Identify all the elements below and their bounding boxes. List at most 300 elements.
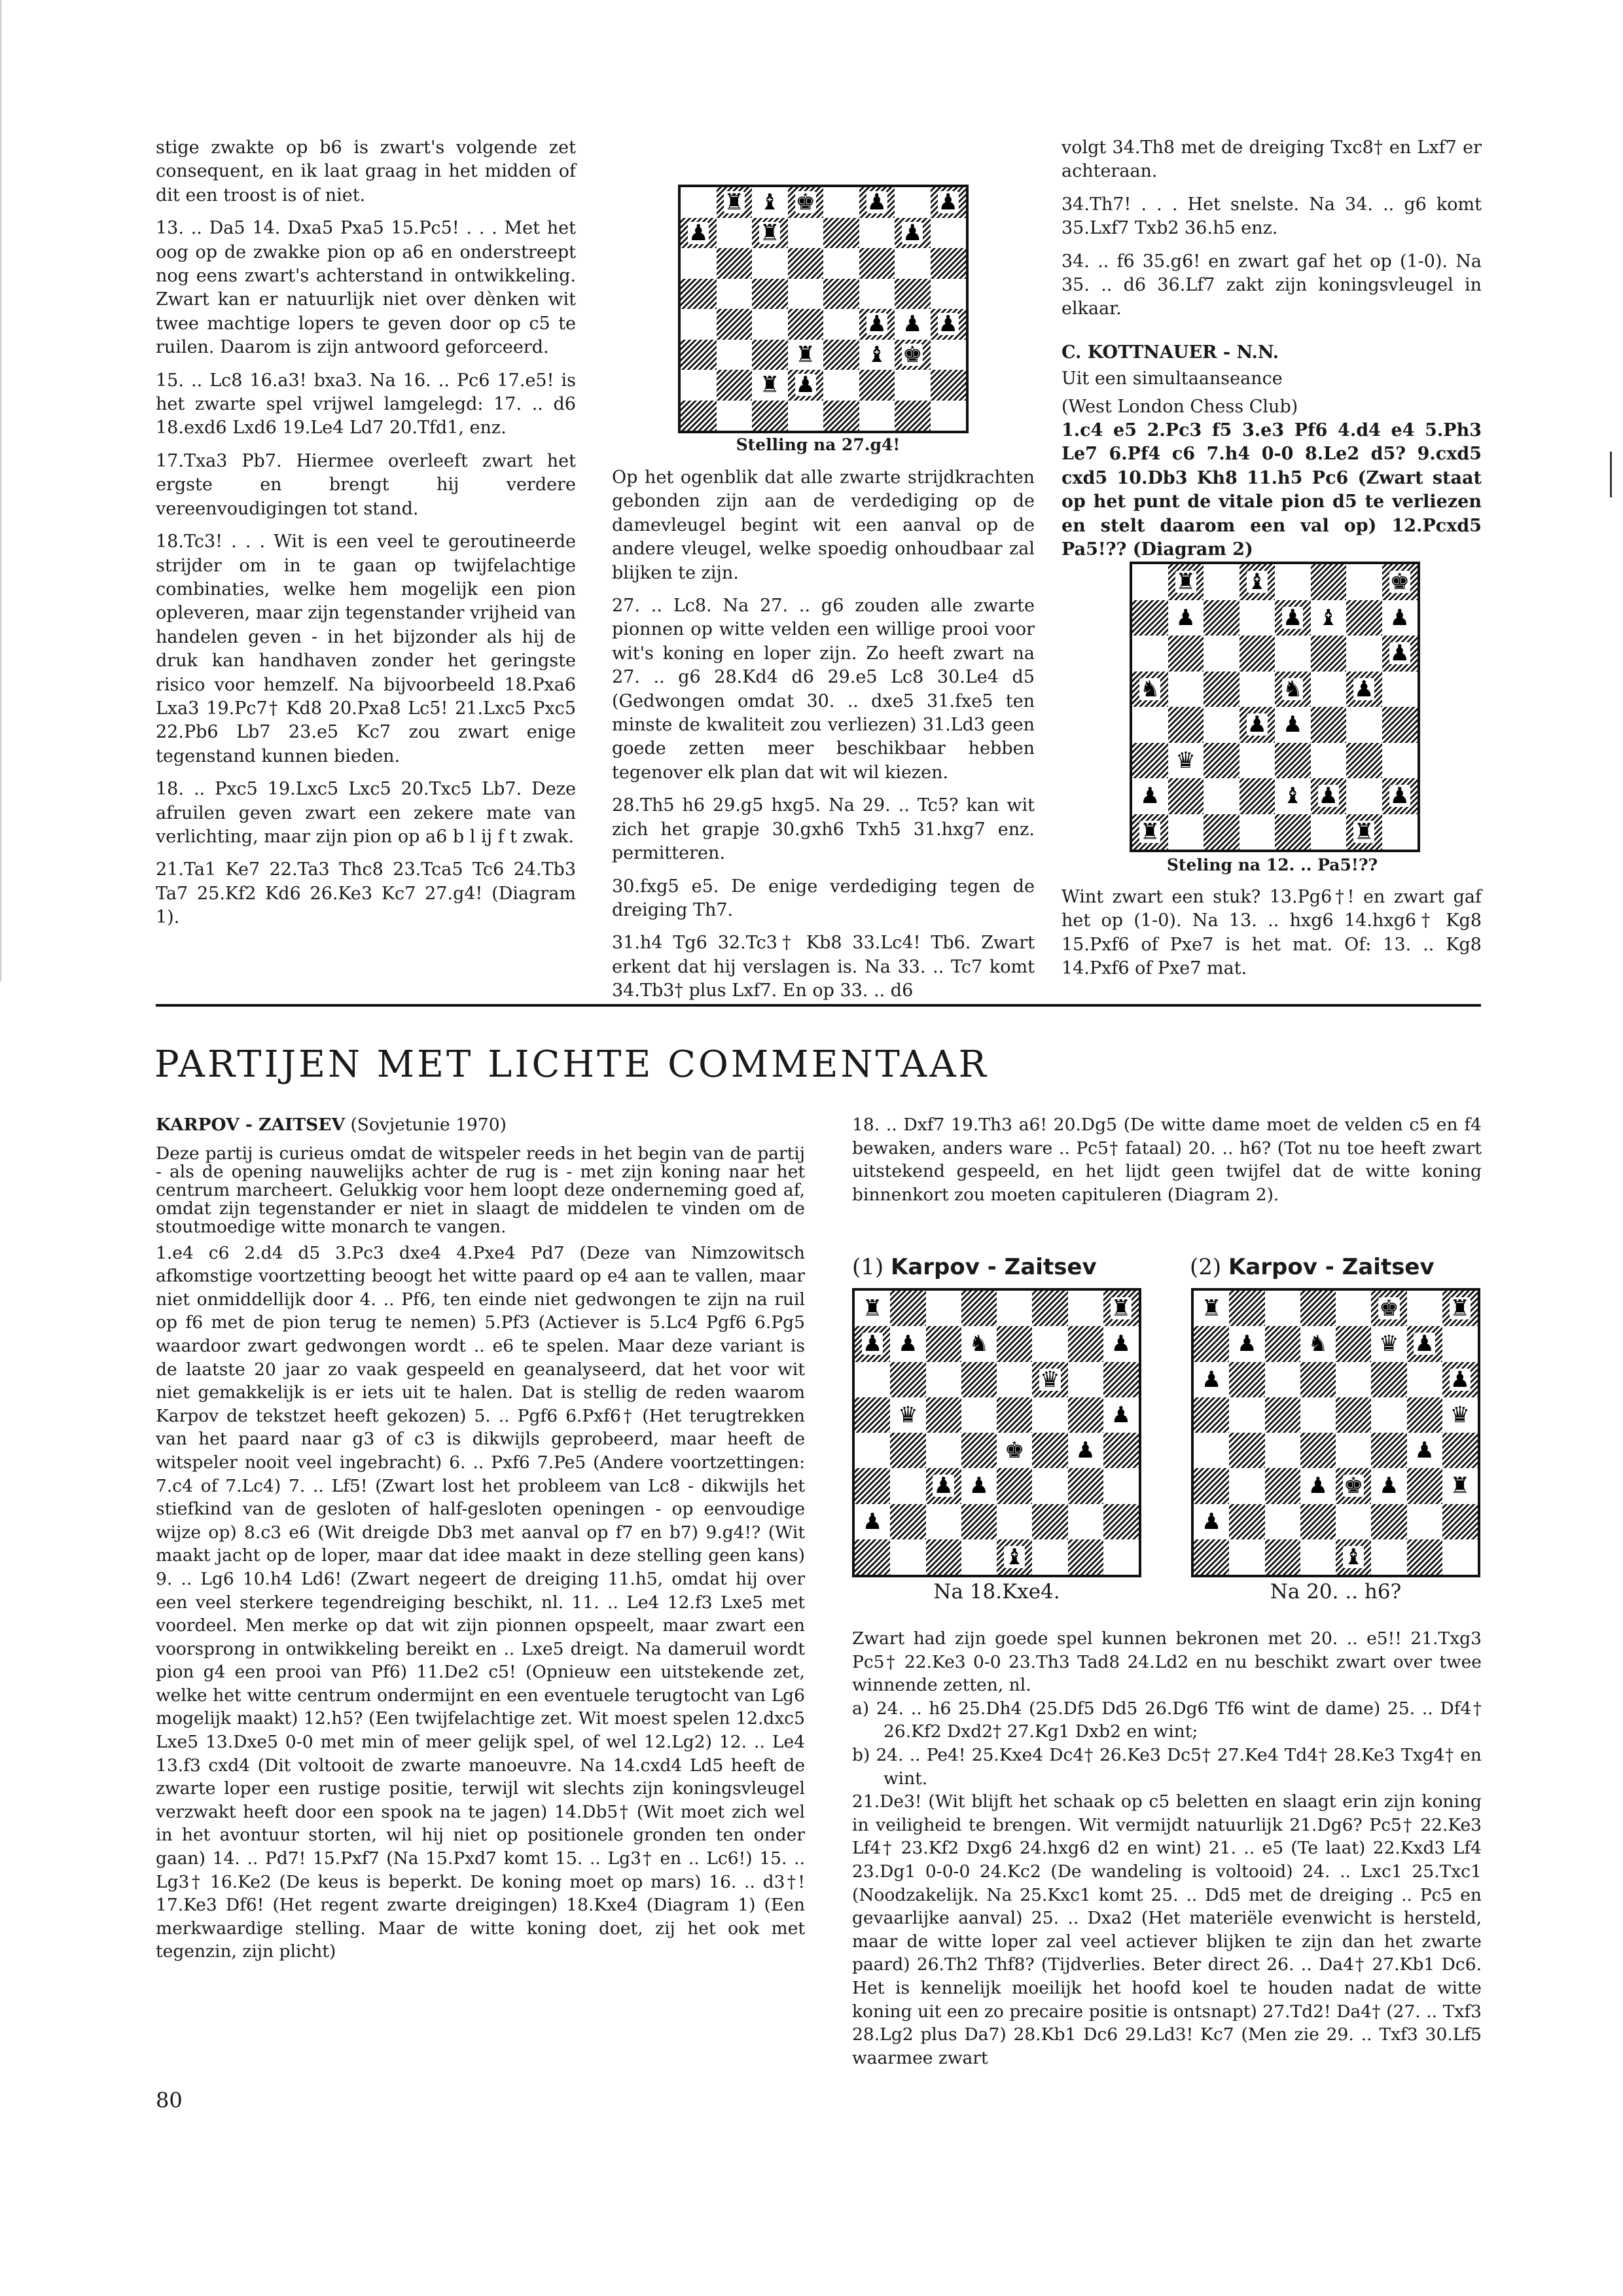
knight-piece-icon: ♞ (1140, 675, 1160, 702)
paragraph: 17.Txa3 Pb7. Hiermee overleeft zwart het ergste en brengt hij verdere vereenvoudigingen tot stand. (156, 450, 576, 519)
board-square (1194, 1326, 1229, 1361)
board-square (931, 218, 967, 249)
board-square (1204, 778, 1240, 814)
bottom-column-left (156, 1113, 805, 1964)
queen-piece-icon: ♛ (1040, 1366, 1060, 1393)
scan-mark (0, 0, 1, 982)
board-square (1229, 1504, 1264, 1539)
pawn-piece-icon: ♟ (688, 219, 709, 246)
board-square (1265, 1397, 1300, 1433)
board-square (681, 187, 717, 218)
board-square (1407, 1468, 1442, 1503)
board-square (1103, 1362, 1139, 1397)
board-square (1194, 1362, 1229, 1397)
board-square (895, 218, 931, 249)
knight-piece-icon: ♞ (969, 1331, 990, 1357)
board-square (752, 248, 788, 279)
board-square (961, 1433, 997, 1468)
board-square (1442, 1468, 1478, 1503)
board-square (997, 1468, 1032, 1503)
board-square (1168, 636, 1204, 672)
board-square (926, 1397, 961, 1433)
bishop-piece-icon: ♝ (1004, 1543, 1025, 1570)
board-square (752, 279, 788, 310)
board-square (823, 309, 859, 340)
board-square (1240, 636, 1275, 672)
paragraph: Zwart had zijn goede spel kunnen bekronen met 20. .. e5!! 21.Txg3 Pc5† 22.Ke3 0-0 23.Th3 Tad8 24.Ld2 en nu beschikt zwart over twee winnende zetten, nl. (852, 1628, 1482, 1696)
board-square (1240, 672, 1275, 708)
top-column-3-end (1061, 886, 1482, 981)
pawn-piece-icon: ♟ (1237, 1331, 1257, 1357)
board-square (1229, 1291, 1264, 1326)
paragraph: Op het ogenblik dat alle zwarte strijdkrachten gebonden zijn aan de verdediging op de damevleugel begint wit een aanval op de andere vleugel, welke spoedig onhoudbaar zal blijken te zijn. (612, 467, 1035, 583)
game-event: (Sovjetunie 1970) (350, 1115, 507, 1135)
pawn-piece-icon: ♟ (1140, 783, 1160, 810)
pawn-piece-icon: ♟ (1283, 604, 1303, 631)
pawn-piece-icon: ♟ (1247, 711, 1267, 738)
paragraph: 18. .. Pxc5 19.Lxc5 Lxc5 20.Txc5 Lb7. Deze afruilen geven zwart een zekere mate van verlichting, maar zijn pion op a6 b l ij f t zwak. (156, 779, 576, 847)
board-square (1300, 1362, 1336, 1397)
bishop-piece-icon: ♝ (1247, 569, 1267, 596)
page-number: 80 (156, 2088, 183, 2113)
board-square (1442, 1504, 1478, 1539)
board-square (1300, 1326, 1336, 1361)
board-square (961, 1326, 997, 1361)
board-square (895, 401, 931, 431)
board-square (1382, 778, 1418, 814)
board-square (1229, 1362, 1264, 1397)
board-square (717, 248, 753, 279)
board-square (1275, 707, 1311, 743)
board-square (1265, 1433, 1300, 1468)
board-square (1382, 636, 1418, 672)
board-square (1068, 1468, 1103, 1503)
pawn-piece-icon: ♟ (1175, 604, 1196, 631)
board-square (1275, 600, 1311, 636)
pawn-piece-icon: ♟ (969, 1473, 990, 1499)
board-square (1265, 1539, 1300, 1575)
board-square (717, 340, 753, 370)
board-square (1407, 1362, 1442, 1397)
board-square (1229, 1539, 1264, 1575)
board-square (1068, 1326, 1103, 1361)
board-square (1407, 1397, 1442, 1433)
section-heading: PARTIJEN MET LICHTE COMMENTAAR (154, 1043, 989, 1086)
board-square (931, 187, 967, 218)
board-square (1346, 636, 1382, 672)
pawn-piece-icon: ♟ (1318, 783, 1338, 810)
board-square (1204, 707, 1240, 743)
board-square (752, 340, 788, 370)
board-square (855, 1397, 890, 1433)
board-square (1407, 1291, 1442, 1326)
board-square (1032, 1326, 1067, 1361)
board-square (1204, 600, 1240, 636)
board-square (1032, 1433, 1067, 1468)
board-square (855, 1468, 890, 1503)
board-square (1032, 1468, 1067, 1503)
diagram-1-title (852, 1254, 1097, 1280)
pawn-piece-icon: ♟ (933, 1473, 954, 1499)
rook-piece-icon: ♜ (1354, 818, 1374, 845)
board-square (681, 309, 717, 340)
bishop-piece-icon: ♝ (1318, 604, 1338, 631)
board-square (1229, 1326, 1264, 1361)
rook-piece-icon: ♜ (1111, 1295, 1132, 1322)
board-square (1229, 1468, 1264, 1503)
board-square (681, 401, 717, 431)
board-square (1132, 814, 1168, 850)
queen-piece-icon: ♛ (1175, 747, 1196, 774)
board-square (1346, 672, 1382, 708)
board-square (931, 370, 967, 401)
board-square (855, 1362, 890, 1397)
board-square (788, 370, 824, 401)
top-column-1 (156, 136, 576, 930)
pawn-piece-icon: ♟ (1414, 1331, 1435, 1357)
board-square (1371, 1504, 1406, 1539)
board-square (859, 370, 895, 401)
rook-piece-icon: ♜ (1175, 569, 1196, 596)
pawn-piece-icon: ♟ (1389, 640, 1410, 667)
board-square (1371, 1291, 1406, 1326)
board-square (1300, 1397, 1336, 1433)
board-square (997, 1433, 1032, 1468)
board-square (823, 401, 859, 431)
queen-piece-icon: ♛ (1450, 1401, 1471, 1428)
board-square (1168, 778, 1204, 814)
game-moves: 1.e4 c6 2.d4 d5 3.Pc3 dxe4 4.Pxe4 Pd7 (Deze van Nimzowitsch afkomstige voortzetting beoogt het witte paard op e4 aan te vallen, maar niet onmiddellijk door 4. .. Pf6, ten einde niet gedwongen te zijn na ruil op f6 met de pion terug te nemen) 5.Pf3 (Actiever is 5.Lc4 Pgf6 6.Pg5 waardoor zwart gedwongen wordt .. e6 te spelen. Maar deze variant is de laatste 20 jaar zo vaak gespeeld en geanalyseerd, dat het voor wit niet gemakkelijk is er iets uit te halen. Dat is stellig de reden waarom Karpov de tekstzet heeft gekozen) 5. .. Pgf6 6.Pxf6† (Het terugtrekken van het paard naar g3 of c3 is dikwijls geprobeerd, maar heeft de witspeler nooit veel ingebracht) 6. .. Pxf6 7.Pe5 (Andere voortzettingen: 7.c4 of 7.Lc4) 7. .. Lf5! (Zwart lost het probleem van Lc8 - dikwijls het stiefkind van de gesloten of half-gesloten openingen - op eenvoudige wijze op) 8.c3 e6 (Wit dreigde Db3 met aanval op f7 en b7) 9.g4!? (Wit maakt jacht op de loper, maar dat idee maakt in deze stelling geen kans) 9. .. Lg6 10.h4 Ld6! (Zwart negeert de dreiging 11.h5, omdat hij over een veel sterkere tegendreiging beschikt, nl. 11. .. Le4 12.f3 Lxe5 met voordeel. Men merke op dat wit zijn pionnen opspeelt, maar zwart een voorsprong in ontwikkeling bereikt en .. Lxe5 dreigt. Na dameruil wordt pion g4 een prooi van Pf6) 11.De2 c5! (Opnieuw een uitstekende zet, welke het witte centrum ondermijnt en een eventuele terugtocht van Lg6 mogelijk maakt) 12.h5? (Een twijfelachtige zet. Wit moest spelen 12.dxc5 Lxe5 13.Dxe5 0-0 met min of meer gelijk spel, of wel 12.Lg2) 12. .. Le4 13.f3 cxd4 (Dit voltooit de zwarte manoeuvre. Na 14.cxd4 Ld5 heeft de zwarte loper een rustige positie, terwijl wit slechts zijn koningsvleugel verzwakt heeft door een spook na te jagen) 14.Db5† (Wit moet zich wel in het avontuur storten, wil hij niet op positionele gronden ten onder gaan) 14. .. Pd7! 15.Pxf7 (Na 15.Pxd7 komt 15. .. Lg3† en .. Lc6!) 15. .. Lg3† 16.Ke2 (De keus is beperkt. De koning moet op mars) 16. .. d3†! 17.Ke3 Df6! (Het regent zwarte dreigingen) 18.Kxe4 (Diagram 1) (Een merkwaardige stelling. Maar de witte koning doet, zij het ook met tegenzin, zijn plicht) (156, 1242, 805, 1962)
pawn-piece-icon: ♟ (1308, 1473, 1329, 1499)
board-square (1311, 707, 1347, 743)
board-square (681, 340, 717, 370)
knight-piece-icon: ♞ (1283, 675, 1303, 702)
board-square (1300, 1539, 1336, 1575)
board-square (1194, 1433, 1229, 1468)
board-square (1382, 600, 1418, 636)
board-square (1132, 564, 1168, 600)
board-square (855, 1291, 890, 1326)
board-square (961, 1504, 997, 1539)
pawn-piece-icon: ♟ (1389, 783, 1410, 810)
board-square (823, 248, 859, 279)
board-square (752, 370, 788, 401)
diagram-players: Karpov - Zaitsev (1228, 1254, 1435, 1280)
game-title: KARPOV - ZAITSEV (156, 1115, 346, 1135)
board-square (1275, 778, 1311, 814)
scan-mark (1610, 452, 1612, 497)
board-square (1103, 1504, 1139, 1539)
board-square (1032, 1504, 1067, 1539)
pawn-piece-icon: ♟ (1111, 1401, 1132, 1428)
board-square (997, 1362, 1032, 1397)
board-square (752, 401, 788, 431)
board-square (1407, 1504, 1442, 1539)
board-square (890, 1397, 925, 1433)
board-square (997, 1326, 1032, 1361)
board-square (1336, 1539, 1371, 1575)
board-square (1300, 1291, 1336, 1326)
game-subtitle: Uit een simultaanseance (1061, 368, 1283, 389)
board-square (1382, 707, 1418, 743)
board-square (890, 1504, 925, 1539)
board-square (1311, 778, 1347, 814)
rook-piece-icon: ♜ (760, 219, 780, 246)
board-square (890, 1468, 925, 1503)
board-square (1194, 1539, 1229, 1575)
board-square (1371, 1468, 1406, 1503)
pawn-piece-icon: ♟ (1389, 604, 1410, 631)
board-square (1311, 672, 1347, 708)
board-square (1240, 564, 1275, 600)
board-square (1300, 1468, 1336, 1503)
board-square (1204, 636, 1240, 672)
board-square (1300, 1433, 1336, 1468)
board-square (961, 1468, 997, 1503)
board-square (1168, 814, 1204, 850)
board-square (717, 370, 753, 401)
diagram-caption: Stelling na 27.g4! (736, 435, 901, 454)
board-square (1240, 743, 1275, 779)
pawn-piece-icon: ♟ (898, 1331, 918, 1357)
board-square (997, 1504, 1032, 1539)
board-square (1371, 1326, 1406, 1361)
board-square (855, 1433, 890, 1468)
board-square (1275, 814, 1311, 850)
pawn-piece-icon: ♟ (938, 311, 958, 338)
board-square (1265, 1468, 1300, 1503)
board-square (1168, 672, 1204, 708)
diagram-number: (1) (852, 1254, 884, 1280)
paragraph: 34.Th7! . . . Het snelste. Na 34. .. g6 komt 35.Lxf7 Txb2 36.h5 enz. (1061, 194, 1482, 239)
board-square (1382, 672, 1418, 708)
board-square (855, 1326, 890, 1361)
pawn-piece-icon: ♟ (866, 311, 887, 338)
board-square (1336, 1397, 1371, 1433)
board-square (1275, 672, 1311, 708)
paragraph: 18. .. Dxf7 19.Th3 a6! 20.Dg5 (De witte dame moet de velden c5 en f4 bewaken, anders ware .. Pc5† fataal) 20. .. h6? (Tot nu toe heeft zwart uitstekend gespeeld, en het lijdt geen twijfel dat de witte koning binnenkort zou moeten capituleren (Diagram 2). (852, 1115, 1482, 1205)
paragraph: 31.h4 Tg6 32.Tc3† Kb8 33.Lc4! Tb6. Zwart erkent dat hij verslagen is. Na 33. .. Tc7 komt 34.Tb3† plus Lxf7. En op 33. .. d6 (612, 933, 1035, 1001)
board-square (1336, 1433, 1371, 1468)
board-square (890, 1539, 925, 1575)
bishop-piece-icon: ♝ (1343, 1543, 1364, 1570)
board-square (1132, 636, 1168, 672)
board-square (1103, 1468, 1139, 1503)
chess-diagram-1 (852, 1288, 1141, 1577)
board-square (1068, 1539, 1103, 1575)
board-square (717, 187, 753, 218)
bottom-column-right (852, 1627, 1482, 2070)
board-square (1068, 1504, 1103, 1539)
board-square (859, 340, 895, 370)
board-square (1103, 1397, 1139, 1433)
board-square (1311, 636, 1347, 672)
board-square (788, 218, 824, 249)
diagram-caption: Steling na 12. .. Pa5!?? (1166, 855, 1378, 874)
board-square (855, 1539, 890, 1575)
board-square (681, 370, 717, 401)
pawn-piece-icon: ♟ (862, 1331, 883, 1357)
board-square (752, 218, 788, 249)
board-square (1068, 1362, 1103, 1397)
board-square (788, 340, 824, 370)
board-square (1275, 636, 1311, 672)
section-divider (156, 1004, 1481, 1007)
board-square (788, 401, 824, 431)
board-square (1032, 1362, 1067, 1397)
board-square (931, 401, 967, 431)
board-square (788, 279, 824, 310)
variation-b: b) 24. .. Pe4! 25.Kxe4 Dc4† 26.Ke3 Dc5† 27.Ke4 Td4† 28.Ke3 Txg4† en wint. (852, 1744, 1482, 1789)
paragraph: 28.Th5 h6 29.g5 hxg5. Na 29. .. Tc5? kan wit zich het grapje 30.gxh6 Txh5 31.hxg7 enz. permitteren. (612, 795, 1035, 864)
pawn-piece-icon: ♟ (862, 1508, 883, 1535)
board-square (1346, 778, 1382, 814)
board-square (1265, 1291, 1300, 1326)
king-piece-icon: ♚ (1004, 1437, 1025, 1464)
board-square (681, 279, 717, 310)
queen-piece-icon: ♛ (1379, 1331, 1399, 1357)
king-piece-icon: ♚ (1389, 569, 1410, 596)
board-square (717, 401, 753, 431)
rook-piece-icon: ♜ (1450, 1473, 1471, 1499)
board-square (859, 218, 895, 249)
rook-piece-icon: ♜ (862, 1295, 883, 1322)
rook-piece-icon: ♜ (1140, 818, 1160, 845)
board-square (1346, 814, 1382, 850)
board-square (895, 187, 931, 218)
rook-piece-icon: ♜ (760, 372, 780, 399)
board-square (1103, 1326, 1139, 1361)
board-square (823, 279, 859, 310)
board-square (1265, 1326, 1300, 1361)
board-square (859, 401, 895, 431)
board-square (890, 1291, 925, 1326)
board-square (997, 1539, 1032, 1575)
board-square (717, 279, 753, 310)
board-square (1336, 1468, 1371, 1503)
pawn-piece-icon: ♟ (938, 189, 958, 216)
paragraph: 30.fxg5 e5. De enige verdediging tegen de dreiging Th7. (612, 876, 1035, 920)
board-square (1275, 743, 1311, 779)
board-square (961, 1362, 997, 1397)
king-piece-icon: ♚ (795, 189, 815, 216)
pawn-piece-icon: ♟ (1283, 711, 1303, 738)
board-square (1346, 707, 1382, 743)
game-subtitle: (West London Chess Club) (1061, 396, 1298, 417)
board-square (859, 248, 895, 279)
paragraph: Wint zwart een stuk? 13.Pg6†! en zwart gaf het op (1-0). Na 13. .. hxg6 14.hxg6† Kg8 15.Pxf6 of Pxe7 is het mat. Of: 13. .. Kg8 14.Pxf6 of Pxe7 mat. (1061, 887, 1482, 979)
board-square (1168, 707, 1204, 743)
pawn-piece-icon: ♟ (1379, 1473, 1399, 1499)
board-square (823, 370, 859, 401)
board-square (1194, 1504, 1229, 1539)
board-square (895, 340, 931, 370)
board-square (1442, 1433, 1478, 1468)
board-square (1346, 600, 1382, 636)
board-square (1103, 1433, 1139, 1468)
board-square (1407, 1326, 1442, 1361)
board-square (1442, 1397, 1478, 1433)
paragraph: 21.Ta1 Ke7 22.Ta3 Thc8 23.Tca5 Tc6 24.Tb3 Ta7 25.Kf2 Kd6 26.Ke3 Kc7 27.g4! (Diagram 1). (156, 859, 576, 928)
board-square (1132, 707, 1168, 743)
board-square (926, 1468, 961, 1503)
board-square (1132, 778, 1168, 814)
board-square (1371, 1433, 1406, 1468)
board-square (855, 1504, 890, 1539)
board-square (1336, 1504, 1371, 1539)
board-square (752, 187, 788, 218)
board-square (1168, 600, 1204, 636)
rook-piece-icon: ♜ (1450, 1295, 1471, 1322)
board-square (1265, 1362, 1300, 1397)
board-square (788, 248, 824, 279)
paragraph: 27. .. Lc8. Na 27. .. g6 zouden alle zwarte pionnen op witte velden een willige prooi voor wit's koning en loper zijn. Zo heeft zwart na 27. .. g6 28.Kd4 d6 29.e5 Lc8 30.Le4 d5 (Gedwongen omdat 30. .. dxe5 31.fxe5 ten minste de kwaliteit zou verliezen) 31.Ld3 geen goede zetten meer beschikbaar hebben tegenover elk plan dat wit wil kiezen. (612, 596, 1035, 783)
board-square (1407, 1539, 1442, 1575)
board-square (1204, 814, 1240, 850)
board-square (931, 309, 967, 340)
board-square (895, 370, 931, 401)
diagram-players: Karpov - Zaitsev (890, 1254, 1097, 1280)
board-square (1311, 814, 1347, 850)
board-square (1311, 600, 1347, 636)
board-square (681, 218, 717, 249)
paragraph: volgt 34.Th8 met de dreiging Txc8† en Lxf7 er achteraan. (1061, 137, 1482, 182)
board-square (1068, 1433, 1103, 1468)
board-square (895, 248, 931, 279)
board-square (895, 279, 931, 310)
board-square (1346, 564, 1382, 600)
pawn-piece-icon: ♟ (1414, 1437, 1435, 1464)
board-square (1132, 743, 1168, 779)
queen-piece-icon: ♛ (898, 1401, 918, 1428)
board-square (859, 187, 895, 218)
board-square (961, 1539, 997, 1575)
board-square (1132, 600, 1168, 636)
board-square (895, 309, 931, 340)
board-square (926, 1539, 961, 1575)
pawn-piece-icon: ♟ (902, 311, 923, 338)
pawn-piece-icon: ♟ (1201, 1508, 1222, 1535)
board-square (859, 279, 895, 310)
rook-piece-icon: ♜ (724, 189, 744, 216)
board-square (1371, 1362, 1406, 1397)
diagram-2-caption: Na 20. .. h6? (1270, 1580, 1402, 1604)
paragraph: 1.c4 e5 2.Pc3 f5 3.e3 Pf6 4.d4 e4 5.Ph3 Le7 6.Pf4 c6 7.h4 0-0 8.Le2 d5? 9.cxd5 cxd5 10.Db3 Kh8 11.h5 Pc6 (Zwart staat op het punt de vitale pion d5 te verliezen en stelt daarom een val op) 12.Pcxd5 Pa5!?? (Diagram 2) (1061, 420, 1482, 560)
game-intro: Deze partij is curieus omdat de witspeler reeds in het begin van de partij - als de opening nauwelijks achter de rug is - met zijn koning naar het centrum marcheert. Gelukkig voor hem loopt deze onderneming goed af, omdat zijn tegenstander er niet in slaagt de middelen te vinden om de stoutmoedige witte monarch te vangen. (156, 1143, 805, 1237)
board-square (1204, 743, 1240, 779)
pawn-piece-icon: ♟ (1354, 675, 1374, 702)
paragraph: 21.De3! (Wit blijft het schaak op c5 beletten en slaagt erin zijn koning in veiligheid te brengen. Wit vermijdt natuurlijk 21.Dg6? Pc5† 22.Ke3 Lf4† 23.Kf2 Dxg6 24.hxg6 d2 en wint) 21. .. e5 (Te laat) 22.Kxd3 Lf4 23.Dg1 0-0-0 24.Kc2 (De wandeling is voltooid) 24. .. Lxc1 25.Txc1 (Noodzakelijk. Na 25.Kxc1 komt 25. .. Dd5 met de dreiging .. Pc5 en gevaarlijke aanval) 25. .. Dxa2 (Het materiële evenwicht is hersteld, maar de witte loper zal veel actiever blijken te zijn dan het zwarte paard) 26.Th2 Thf8? (Tijdverlies. Beter direct 26. .. Da4† 27.Kb1 Dc6. Het is kennelijk moeilijk het hoofd koel te houden nadat de witte koning uit een zo precaire positie is ontsnapt) 27.Td2! Da4† (27. .. Txf3 28.Lg2 plus Da7) 28.Kb1 Dc6 29.Ld3! Kc7 (Men zie 29. .. Txf3 30.Lf5 waarmee zwart (852, 1791, 1482, 2068)
board-square (926, 1433, 961, 1468)
paragraph: 13. .. Da5 14. Dxa5 Pxa5 15.Pc5! . . . Met het oog op de zwakke pion op a6 en onderstreept nog eens zwart's achterstand in ontwikkeling. Zwart kan er natuurlijk niet over dènken wit twee machtige lopers te geven door op c5 te ruilen. Daarom is zijn antwoord geforceerd. (156, 218, 576, 358)
board-square (1240, 600, 1275, 636)
bottom-column-right-top (852, 1113, 1482, 1206)
board-square (1240, 707, 1275, 743)
board-square (890, 1326, 925, 1361)
pawn-piece-icon: ♟ (902, 219, 923, 246)
paragraph: 34. .. f6 35.g6! en zwart gaf het op (1-0). Na 35. .. d6 36.Lf7 zakt zijn koningsvleugel in elkaar. (1061, 251, 1482, 319)
board-square (931, 248, 967, 279)
board-square (1371, 1397, 1406, 1433)
board-square (931, 279, 967, 310)
board-square (1168, 743, 1204, 779)
board-square (926, 1326, 961, 1361)
board-square (926, 1362, 961, 1397)
board-square (1132, 672, 1168, 708)
board-square (788, 187, 824, 218)
game-header (156, 1113, 805, 1137)
board-square (1311, 564, 1347, 600)
